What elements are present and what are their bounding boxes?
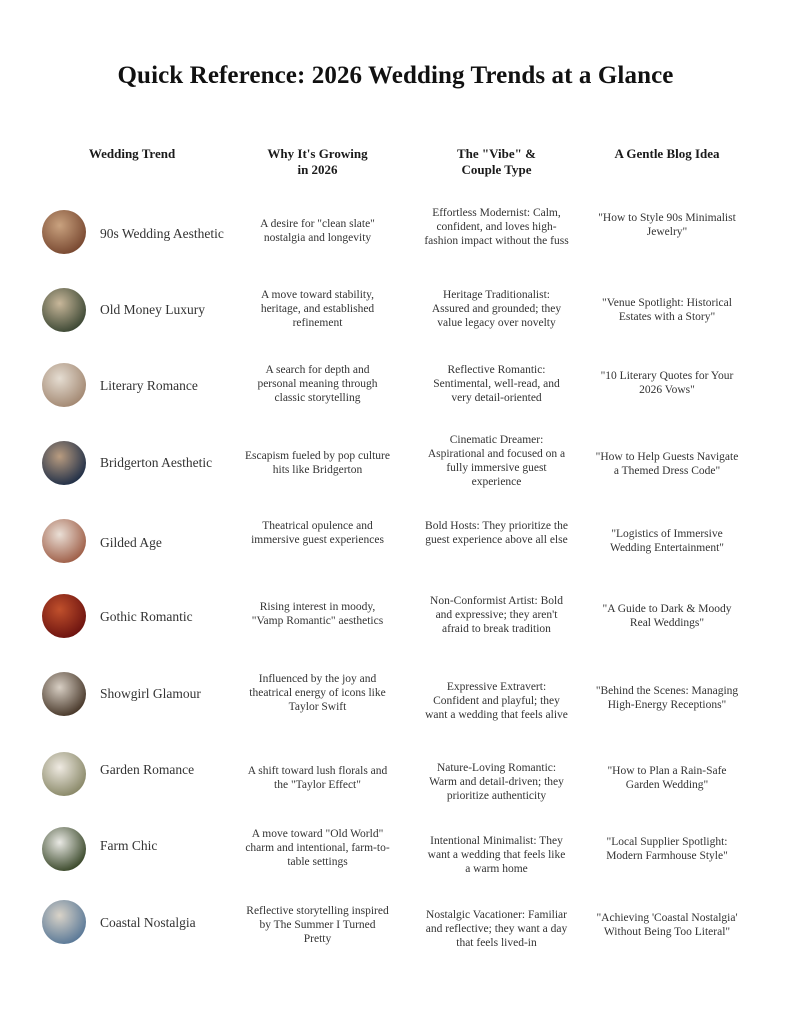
trend-name: Showgirl Glamour — [100, 686, 201, 701]
why-growing-cell: A desire for "clean slate" nostalgia and longevity — [260, 218, 375, 244]
blog-idea-cell: "How to Help Guests Navigate a Themed Dress Code" — [595, 451, 739, 477]
why-growing-cell: A shift toward lush florals and the "Taylor Effect" — [247, 765, 388, 791]
why-growing-cell: Theatrical opulence and immersive guest experiences — [251, 520, 384, 546]
trend-name: Old Money Luxury — [100, 302, 205, 317]
trend-image — [42, 210, 86, 254]
why-growing-cell: A search for depth and personal meaning through classic storytelling — [257, 364, 378, 404]
blog-idea-cell: "Achieving 'Coastal Nostalgia' Without Being Too Literal" — [596, 912, 738, 938]
vibe-cell: Effortless Modernist: Calm, confident, and loves high-fashion impact without the fuss — [424, 207, 569, 247]
trend-name: Gilded Age — [100, 535, 162, 550]
blog-idea-cell: "Behind the Scenes: Managing High-Energy Receptions" — [595, 685, 739, 711]
vibe-cell: Expressive Extravert: Confident and playful; they want a wedding that feels alive — [425, 681, 568, 721]
header-blog-idea: A Gentle Blog Idea — [614, 146, 720, 161]
vibe-cell: Intentional Minimalist: They want a wedding that feels like a warm home — [427, 835, 566, 875]
why-growing-cell: Influenced by the joy and theatrical energy of icons like Taylor Swift — [249, 673, 386, 713]
trend-name: 90s Wedding Aesthetic — [100, 226, 224, 241]
header-why-growing — [245, 146, 390, 178]
header-vibe-line1: The "Vibe" & — [457, 146, 536, 161]
blog-idea-cell: "How to Plan a Rain-Safe Garden Wedding" — [607, 765, 727, 791]
trend-name: Literary Romance — [100, 378, 198, 393]
vibe-cell: Bold Hosts: They prioritize the guest experience above all else — [425, 520, 568, 546]
vibe-cell: Nostalgic Vacationer: Familiar and reflective; they want a day that feels lived-in — [425, 909, 568, 949]
why-growing-cell: A move toward "Old World" charm and intentional, farm-to-table settings — [245, 828, 390, 868]
trend-name: Coastal Nostalgia — [100, 915, 196, 930]
trend-name: Garden Romance — [100, 762, 195, 777]
trend-image — [42, 441, 86, 485]
why-growing-cell: Escapism fueled by pop culture hits like Bridgerton — [245, 450, 390, 476]
header-why-line1: Why It's Growing — [267, 146, 368, 161]
vibe-cell: Nature-Loving Romantic: Warm and detail-driven; they prioritize authenticity — [429, 762, 564, 802]
page-title: Quick Reference: 2026 Wedding Trends at a Glance — [117, 62, 674, 89]
header-vibe — [424, 146, 569, 178]
why-growing-cell: A move toward stability, heritage, and established refinement — [260, 289, 375, 329]
vibe-cell: Reflective Romantic: Sentimental, well-read, and very detail-oriented — [433, 364, 560, 404]
trend-image — [42, 519, 86, 563]
blog-idea-cell: "10 Literary Quotes for Your 2026 Vows" — [600, 370, 734, 396]
why-growing-cell: Reflective storytelling inspired by The Summer I Turned Pretty — [246, 905, 389, 945]
blog-idea-cell: "Logistics of Immersive Wedding Entertainment" — [610, 528, 724, 554]
blog-idea-cell: "Local Supplier Spotlight: Modern Farmhouse Style" — [606, 836, 728, 862]
trend-image — [42, 672, 86, 716]
trend-image — [42, 363, 86, 407]
trend-image — [42, 900, 86, 944]
blog-idea-cell: "How to Style 90s Minimalist Jewelry" — [598, 212, 736, 238]
trend-image — [42, 827, 86, 871]
trend-name: Gothic Romantic — [100, 609, 193, 624]
trend-image — [42, 752, 86, 796]
vibe-cell: Heritage Traditionalist: Assured and grounded; they value legacy over novelty — [431, 289, 562, 329]
vibe-cell: Cinematic Dreamer: Aspirational and focused on a fully immersive guest experience — [427, 434, 566, 488]
header-vibe-line2: Couple Type — [461, 162, 532, 177]
trend-name: Farm Chic — [100, 838, 158, 853]
header-why-line2: in 2026 — [297, 162, 338, 177]
blog-idea-cell: "A Guide to Dark & Moody Real Weddings" — [602, 603, 732, 629]
blog-idea-cell: "Venue Spotlight: Historical Estates with a Story" — [602, 297, 732, 323]
trend-image — [42, 288, 86, 332]
vibe-cell: Non-Conformist Artist: Bold and expressive; they aren't afraid to break tradition — [430, 595, 563, 635]
trend-name: Bridgerton Aesthetic — [100, 455, 213, 470]
trend-image — [42, 594, 86, 638]
header-wedding-trend: Wedding Trend — [88, 146, 176, 161]
why-growing-cell: Rising interest in moody, "Vamp Romantic" aesthetics — [251, 601, 384, 627]
